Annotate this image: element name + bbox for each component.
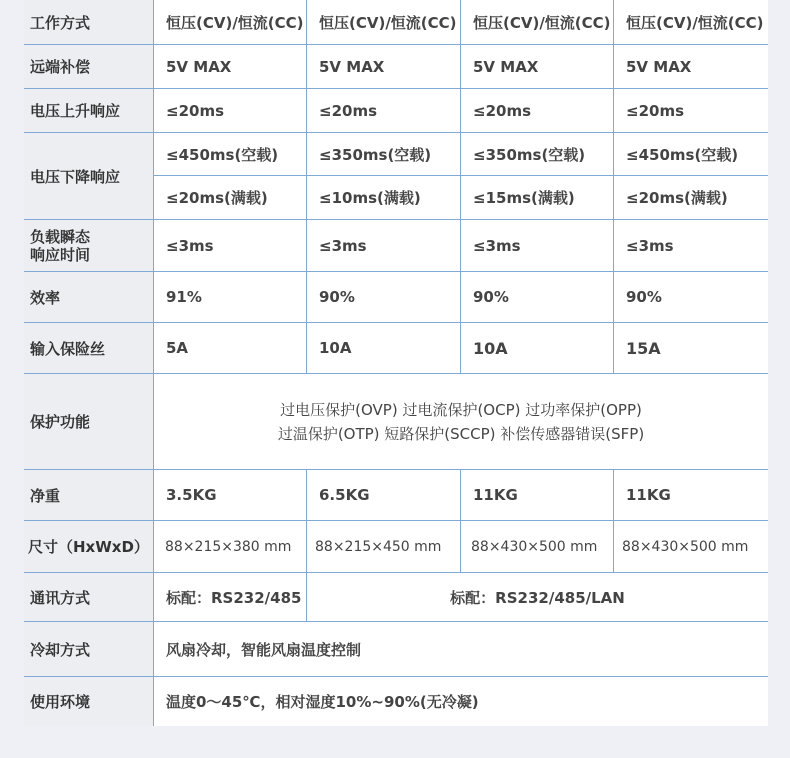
grid-line: [460, 0, 461, 373]
row-label-remote-comp: 远端补偿: [24, 45, 153, 88]
cell-size-4: 88×430×500 mm: [622, 538, 749, 555]
cell-work-mode-4: 恒压(CV)/恒流(CC): [626, 13, 764, 32]
cell-work-mode-2: 恒压(CV)/恒流(CC): [319, 13, 457, 32]
cell-transient-1: ≤3ms: [166, 236, 214, 255]
grid-line: [24, 88, 768, 89]
cell-rise-resp-3: ≤20ms: [473, 101, 532, 120]
cell-weight-1: 3.5KG: [166, 486, 217, 504]
cell-protection: [154, 374, 768, 469]
cell-size-1: 88×215×380 mm: [165, 538, 292, 555]
cell-remote-comp-1: 5V MAX: [166, 57, 232, 76]
cell-fall-noload-4: ≤450ms(空载): [626, 145, 739, 164]
row-label-comm: 通讯方式: [24, 573, 153, 621]
cell-efficiency-1: 91%: [166, 288, 202, 306]
cell-efficiency-3: 90%: [473, 288, 509, 306]
grid-line: [24, 322, 768, 323]
row-label-transient: [24, 220, 153, 271]
cell-fall-fullload-4: ≤20ms(满载): [626, 189, 728, 207]
cell-environment: 温度0～45℃，相对湿度10%~90%(无冷凝): [166, 693, 479, 711]
cell-weight-4: 11KG: [626, 486, 671, 504]
row-label-fall-resp: 电压下降响应: [24, 133, 153, 219]
cell-work-mode-3: 恒压(CV)/恒流(CC): [473, 13, 611, 32]
grid-line: [154, 175, 768, 176]
cell-fall-fullload-1: ≤20ms(满载): [166, 189, 268, 207]
cell-fuse-1: 5A: [166, 339, 189, 357]
cell-remote-comp-2: 5V MAX: [319, 57, 385, 76]
cell-fall-fullload-3: ≤15ms(满载): [473, 189, 575, 207]
cell-rise-resp-4: ≤20ms: [626, 101, 685, 120]
grid-line: [24, 469, 768, 470]
grid-line: [24, 676, 768, 677]
row-label-transient-line2: 响应时间: [30, 245, 91, 264]
cell-fuse-4: 15A: [626, 338, 661, 358]
cell-weight-2: 6.5KG: [319, 486, 370, 504]
cell-transient-2: ≤3ms: [319, 236, 367, 255]
cell-fuse-2: 10A: [319, 339, 352, 357]
grid-line: [24, 132, 768, 133]
row-label-weight: 净重: [24, 470, 153, 520]
cell-transient-3: ≤3ms: [473, 236, 521, 255]
spec-table: [24, 0, 768, 726]
protection-line-2: 过温保护(OTP) 短路保护(SCCP) 补偿传感器错误(SFP): [277, 424, 645, 443]
cell-rise-resp-1: ≤20ms: [166, 101, 225, 120]
grid-line: [613, 469, 614, 572]
cell-remote-comp-4: 5V MAX: [626, 57, 692, 76]
cell-transient-4: ≤3ms: [626, 236, 674, 255]
cell-efficiency-2: 90%: [319, 288, 355, 306]
row-label-transient-line1: 负载瞬态: [30, 227, 91, 246]
grid-line: [306, 0, 307, 373]
cell-fall-noload-3: ≤350ms(空载): [473, 145, 586, 164]
row-label-size: 尺寸（HxWxD）: [24, 521, 153, 572]
row-label-work-mode: 工作方式: [24, 0, 153, 44]
cell-weight-3: 11KG: [473, 486, 518, 504]
grid-line: [306, 469, 307, 621]
cell-comm-a: 标配：RS232/485: [166, 588, 302, 607]
grid-line: [24, 44, 768, 45]
cell-fall-noload-2: ≤350ms(空载): [319, 145, 432, 164]
grid-line: [460, 469, 461, 572]
protection-line-1: 过电压保护(OVP) 过电流保护(OCP) 过功率保护(OPP): [280, 400, 642, 419]
grid-line: [24, 219, 768, 220]
row-label-fuse: 输入保险丝: [24, 323, 153, 373]
grid-line: [24, 621, 768, 622]
grid-line: [613, 0, 614, 373]
cell-rise-resp-2: ≤20ms: [319, 101, 378, 120]
cell-size-2: 88×215×450 mm: [315, 538, 442, 555]
grid-line: [24, 520, 768, 521]
cell-efficiency-4: 90%: [626, 288, 662, 306]
cell-size-3: 88×430×500 mm: [471, 538, 598, 555]
row-label-protection: 保护功能: [24, 374, 153, 469]
row-label-rise-resp: 电压上升响应: [24, 89, 153, 132]
cell-remote-comp-3: 5V MAX: [473, 57, 539, 76]
cell-comm-b: 标配：RS232/485/LAN: [450, 588, 625, 607]
row-label-efficiency: 效率: [24, 272, 153, 322]
grid-line: [24, 572, 768, 573]
cell-fall-fullload-2: ≤10ms(满载): [319, 189, 421, 207]
cell-fuse-3: 10A: [473, 338, 508, 358]
cell-fall-noload-1: ≤450ms(空载): [166, 145, 279, 164]
grid-line: [24, 271, 768, 272]
row-label-cooling: 冷却方式: [24, 622, 153, 676]
row-label-environment: 使用环境: [24, 677, 153, 726]
cell-cooling: 风扇冷却，智能风扇温度控制: [166, 640, 362, 659]
grid-line: [24, 373, 768, 374]
grid-line: [153, 0, 154, 726]
cell-work-mode-1: 恒压(CV)/恒流(CC): [166, 13, 304, 32]
